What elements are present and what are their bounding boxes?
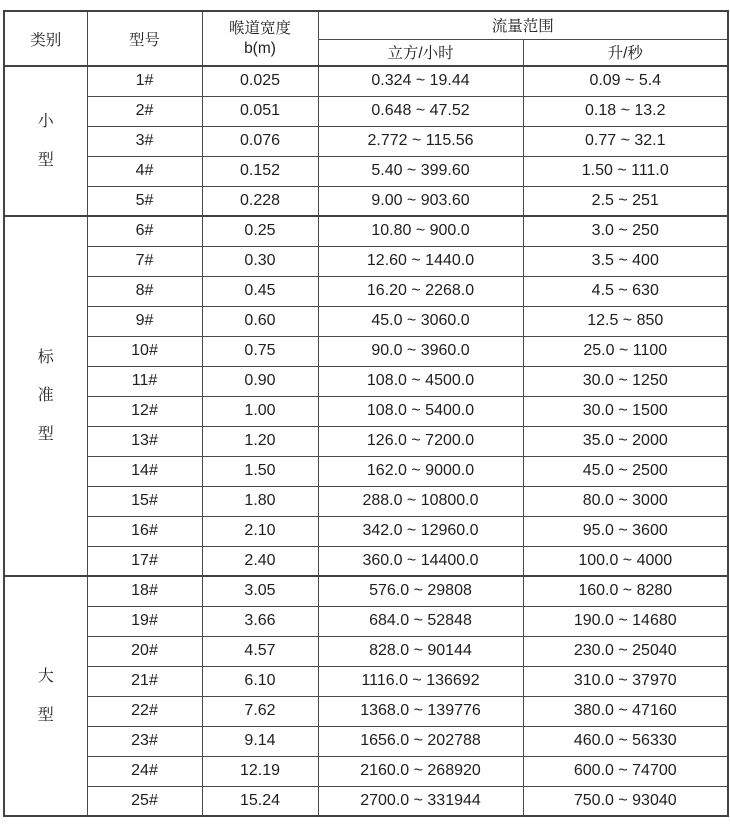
table-header — [4, 11, 728, 66]
table-row — [4, 66, 728, 96]
table-row — [4, 306, 728, 336]
throat-width-cell: 6.10 — [202, 666, 318, 696]
category-char: 标 — [37, 349, 54, 367]
header-category: 类别 — [4, 11, 87, 66]
table-row — [4, 486, 728, 516]
header-throat-width — [202, 11, 318, 66]
cubic-per-hour-cell: 828.0 ~ 90144 — [318, 636, 523, 666]
throat-width-cell: 0.025 — [202, 66, 318, 96]
model-cell: 22# — [87, 696, 202, 726]
cubic-per-hour-cell: 108.0 ~ 4500.0 — [318, 366, 523, 396]
cubic-per-hour-cell: 5.40 ~ 399.60 — [318, 156, 523, 186]
cubic-per-hour-cell: 1116.0 ~ 136692 — [318, 666, 523, 696]
header-throat-width-line1: 喉道宽度 — [228, 20, 291, 38]
header-throat-width-line2: b(m) — [244, 39, 276, 57]
model-cell: 3# — [87, 126, 202, 156]
throat-width-cell: 0.228 — [202, 186, 318, 216]
cubic-per-hour-cell: 2700.0 ~ 331944 — [318, 786, 523, 816]
throat-width-cell: 1.20 — [202, 426, 318, 456]
cubic-per-hour-cell: 2.772 ~ 115.56 — [318, 126, 523, 156]
model-cell: 4# — [87, 156, 202, 186]
table-row — [4, 786, 728, 816]
liters-per-second-cell: 0.77 ~ 32.1 — [523, 126, 728, 156]
liters-per-second-cell: 190.0 ~ 14680 — [523, 606, 728, 636]
liters-per-second-cell: 100.0 ~ 4000 — [523, 546, 728, 576]
throat-width-cell: 15.24 — [202, 786, 318, 816]
model-cell: 11# — [87, 366, 202, 396]
liters-per-second-cell: 95.0 ~ 3600 — [523, 516, 728, 546]
liters-per-second-cell: 0.09 ~ 5.4 — [523, 66, 728, 96]
header-cubic-per-hour: 立方/小时 — [318, 39, 523, 66]
model-cell: 5# — [87, 186, 202, 216]
model-cell: 14# — [87, 456, 202, 486]
cubic-per-hour-cell: 162.0 ~ 9000.0 — [318, 456, 523, 486]
throat-width-cell: 12.19 — [202, 756, 318, 786]
liters-per-second-cell: 460.0 ~ 56330 — [523, 726, 728, 756]
cubic-per-hour-cell: 342.0 ~ 12960.0 — [318, 516, 523, 546]
model-cell: 23# — [87, 726, 202, 756]
cubic-per-hour-cell: 16.20 ~ 2268.0 — [318, 276, 523, 306]
throat-width-cell: 1.80 — [202, 486, 318, 516]
table-row — [4, 636, 728, 666]
liters-per-second-cell: 12.5 ~ 850 — [523, 306, 728, 336]
cubic-per-hour-cell: 12.60 ~ 1440.0 — [318, 246, 523, 276]
table-row — [4, 516, 728, 546]
header-liters-per-second: 升/秒 — [523, 39, 728, 66]
liters-per-second-cell: 30.0 ~ 1250 — [523, 366, 728, 396]
model-cell: 25# — [87, 786, 202, 816]
table-row — [4, 426, 728, 456]
model-cell: 1# — [87, 66, 202, 96]
liters-per-second-cell: 0.18 ~ 13.2 — [523, 96, 728, 126]
table-row — [4, 216, 728, 246]
throat-width-cell: 0.60 — [202, 306, 318, 336]
category-char: 小 — [37, 113, 54, 131]
table-row — [4, 126, 728, 156]
cubic-per-hour-cell: 0.324 ~ 19.44 — [318, 66, 523, 96]
category-char: 型 — [37, 151, 54, 169]
cubic-per-hour-cell: 90.0 ~ 3960.0 — [318, 336, 523, 366]
cubic-per-hour-cell: 108.0 ~ 5400.0 — [318, 396, 523, 426]
category-cell — [4, 216, 87, 576]
throat-width-cell: 2.10 — [202, 516, 318, 546]
cubic-per-hour-cell: 360.0 ~ 14400.0 — [318, 546, 523, 576]
liters-per-second-cell: 1.50 ~ 111.0 — [523, 156, 728, 186]
liters-per-second-cell: 45.0 ~ 2500 — [523, 456, 728, 486]
model-cell: 24# — [87, 756, 202, 786]
model-cell: 9# — [87, 306, 202, 336]
throat-width-cell: 9.14 — [202, 726, 318, 756]
header-model: 型号 — [87, 11, 202, 66]
table-row — [4, 276, 728, 306]
throat-width-cell: 4.57 — [202, 636, 318, 666]
category-char: 型 — [37, 425, 54, 443]
throat-width-cell: 7.62 — [202, 696, 318, 726]
table-row — [4, 366, 728, 396]
table-row — [4, 666, 728, 696]
liters-per-second-cell: 2.5 ~ 251 — [523, 186, 728, 216]
model-cell: 17# — [87, 546, 202, 576]
table-row — [4, 246, 728, 276]
cubic-per-hour-cell: 1656.0 ~ 202788 — [318, 726, 523, 756]
table-row — [4, 756, 728, 786]
throat-width-cell: 3.05 — [202, 576, 318, 606]
model-cell: 8# — [87, 276, 202, 306]
model-cell: 10# — [87, 336, 202, 366]
model-cell: 19# — [87, 606, 202, 636]
liters-per-second-cell: 230.0 ~ 25040 — [523, 636, 728, 666]
liters-per-second-cell: 600.0 ~ 74700 — [523, 756, 728, 786]
header-flow-range: 流量范围 — [318, 11, 728, 39]
liters-per-second-cell: 160.0 ~ 8280 — [523, 576, 728, 606]
table-row — [4, 726, 728, 756]
model-cell: 20# — [87, 636, 202, 666]
flow-range-spec-table — [3, 10, 729, 817]
cubic-per-hour-cell: 2160.0 ~ 268920 — [318, 756, 523, 786]
table-row — [4, 576, 728, 606]
throat-width-cell: 0.051 — [202, 96, 318, 126]
table-row — [4, 696, 728, 726]
cubic-per-hour-cell: 126.0 ~ 7200.0 — [318, 426, 523, 456]
cubic-per-hour-cell: 0.648 ~ 47.52 — [318, 96, 523, 126]
throat-width-cell: 0.45 — [202, 276, 318, 306]
model-cell: 18# — [87, 576, 202, 606]
throat-width-cell: 1.50 — [202, 456, 318, 486]
liters-per-second-cell: 750.0 ~ 93040 — [523, 786, 728, 816]
cubic-per-hour-cell: 576.0 ~ 29808 — [318, 576, 523, 606]
model-cell: 7# — [87, 246, 202, 276]
cubic-per-hour-cell: 684.0 ~ 52848 — [318, 606, 523, 636]
throat-width-cell: 0.152 — [202, 156, 318, 186]
cubic-per-hour-cell: 288.0 ~ 10800.0 — [318, 486, 523, 516]
table-body — [4, 66, 728, 816]
cubic-per-hour-cell: 10.80 ~ 900.0 — [318, 216, 523, 246]
throat-width-cell: 1.00 — [202, 396, 318, 426]
throat-width-cell: 0.90 — [202, 366, 318, 396]
cubic-per-hour-cell: 45.0 ~ 3060.0 — [318, 306, 523, 336]
liters-per-second-cell: 3.5 ~ 400 — [523, 246, 728, 276]
table-row — [4, 546, 728, 576]
model-cell: 12# — [87, 396, 202, 426]
liters-per-second-cell: 380.0 ~ 47160 — [523, 696, 728, 726]
category-char: 准 — [37, 387, 54, 405]
table-row — [4, 606, 728, 636]
liters-per-second-cell: 30.0 ~ 1500 — [523, 396, 728, 426]
liters-per-second-cell: 4.5 ~ 630 — [523, 276, 728, 306]
model-cell: 13# — [87, 426, 202, 456]
liters-per-second-cell: 310.0 ~ 37970 — [523, 666, 728, 696]
model-cell: 15# — [87, 486, 202, 516]
table-row — [4, 96, 728, 126]
throat-width-cell: 3.66 — [202, 606, 318, 636]
throat-width-cell: 0.076 — [202, 126, 318, 156]
model-cell: 21# — [87, 666, 202, 696]
category-char: 型 — [37, 706, 54, 724]
model-cell: 16# — [87, 516, 202, 546]
throat-width-cell: 2.40 — [202, 546, 318, 576]
table-row — [4, 396, 728, 426]
table-row — [4, 456, 728, 486]
category-char: 大 — [37, 668, 54, 686]
cubic-per-hour-cell: 9.00 ~ 903.60 — [318, 186, 523, 216]
throat-width-cell: 0.75 — [202, 336, 318, 366]
model-cell: 6# — [87, 216, 202, 246]
liters-per-second-cell: 25.0 ~ 1100 — [523, 336, 728, 366]
category-cell — [4, 66, 87, 216]
throat-width-cell: 0.25 — [202, 216, 318, 246]
table-row — [4, 336, 728, 366]
table-row — [4, 156, 728, 186]
model-cell: 2# — [87, 96, 202, 126]
liters-per-second-cell: 35.0 ~ 2000 — [523, 426, 728, 456]
category-cell — [4, 576, 87, 816]
throat-width-cell: 0.30 — [202, 246, 318, 276]
liters-per-second-cell: 80.0 ~ 3000 — [523, 486, 728, 516]
cubic-per-hour-cell: 1368.0 ~ 139776 — [318, 696, 523, 726]
table-row — [4, 186, 728, 216]
liters-per-second-cell: 3.0 ~ 250 — [523, 216, 728, 246]
